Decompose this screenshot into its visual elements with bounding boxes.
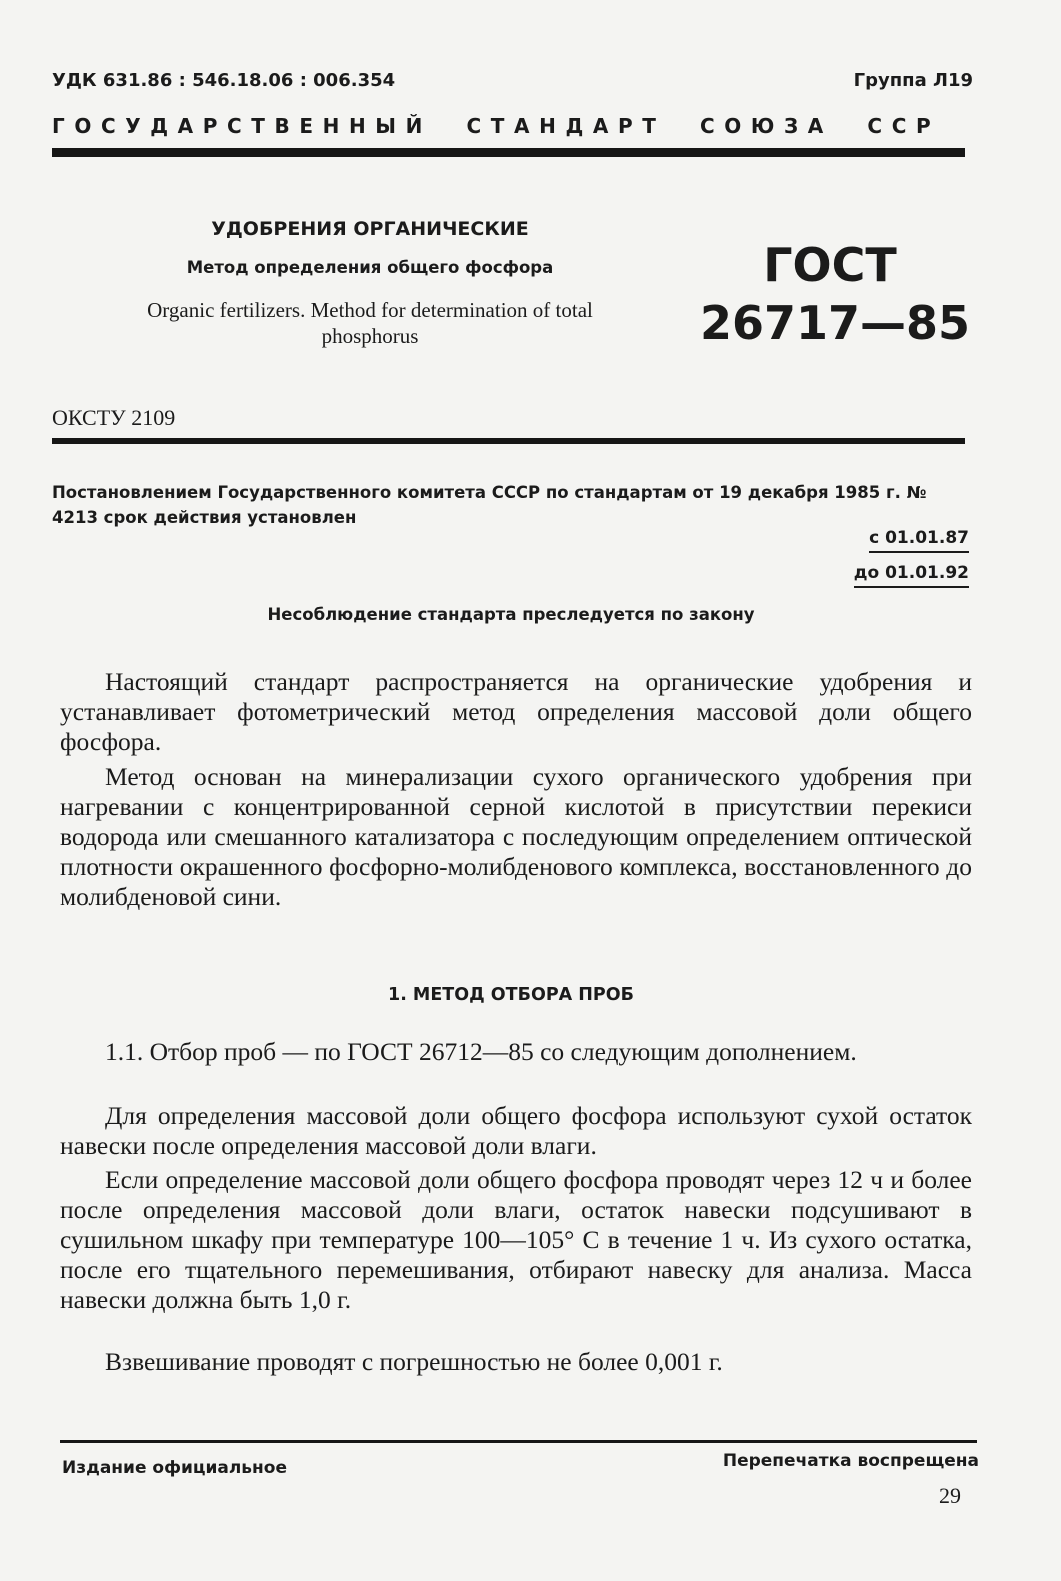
intro-paragraph: Настоящий стандарт распространяется на органические удобрения и устанавливает фотометрический метод определения массовой доли общего фосфора. bbox=[60, 667, 972, 756]
state-standard-banner: ГОСУДАРСТВЕННЫЙ СТАНДАРТ СОЮЗА ССР bbox=[52, 114, 941, 138]
top-rule-divider bbox=[52, 148, 965, 157]
group-code: Группа Л19 bbox=[853, 70, 973, 91]
section-heading: 1. МЕТОД ОТБОРА ПРОБ bbox=[388, 985, 634, 1005]
document-title-en: Organic fertilizers. Method for determination of total phosphorus bbox=[147, 298, 593, 348]
gost-number: 26717—85 bbox=[700, 296, 971, 350]
gost-label: ГОСТ bbox=[763, 238, 897, 292]
page-number: 29 bbox=[939, 1483, 961, 1508]
weighing-paragraph: Взвешивание проводят с погрешностью не более 0,001 г. bbox=[105, 1347, 723, 1376]
decree-text: Постановлением Государственного комитета СССР по стандартам от 19 декабря 1985 г. № 4213 срок действия установлен bbox=[52, 483, 927, 527]
official-edition-label: Издание официальное bbox=[62, 1458, 288, 1478]
method-paragraph: Метод основан на минерализации сухого органического удобрения при нагревании с концентрированной серной кислотой в присутствии перекиси водорода или смешанного катализатора с последующим определением оптической плотности окрашенного фосфорно-молибденового комплекса, восстановленного до молибденовой сини. bbox=[60, 762, 972, 911]
footer-rule-divider bbox=[60, 1440, 977, 1443]
document-subtitle-ru: Метод определения общего фосфора bbox=[186, 258, 554, 277]
udk-code: УДК 631.86 : 546.18.06 : 006.354 bbox=[52, 70, 396, 91]
middle-rule-divider bbox=[52, 438, 965, 444]
legal-notice: Несоблюдение стандарта преследуется по закону bbox=[267, 605, 755, 624]
reprint-prohibited-label: Перепечатка воспрещена bbox=[722, 1451, 979, 1471]
document-title-ru: УДОБРЕНИЯ ОРГАНИЧЕСКИЕ bbox=[211, 218, 529, 240]
valid-from-date: с 01.01.87 bbox=[869, 528, 969, 553]
okstu-code: ОКСТУ 2109 bbox=[52, 405, 176, 430]
drying-paragraph: Если определение массовой доли общего фосфора проводят через 12 ч и более после определения массовой доли влаги, остаток навески подсушивают в сушильном шкафу при температуре 100—105° С в течение 1 ч. Из сухого остатка, после его тщательного перемешивания, отбирают навеску для анализа. Масса навески должна быть 1,0 г. bbox=[60, 1165, 972, 1314]
dry-residue-paragraph: Для определения массовой доли общего фосфора используют сухой остаток навески после определения массовой доли влаги. bbox=[60, 1101, 972, 1160]
valid-to-date: до 01.01.92 bbox=[854, 563, 969, 588]
clause-1-1-paragraph: 1.1. Отбор проб — по ГОСТ 26712—85 со следующим дополнением. bbox=[105, 1037, 857, 1066]
